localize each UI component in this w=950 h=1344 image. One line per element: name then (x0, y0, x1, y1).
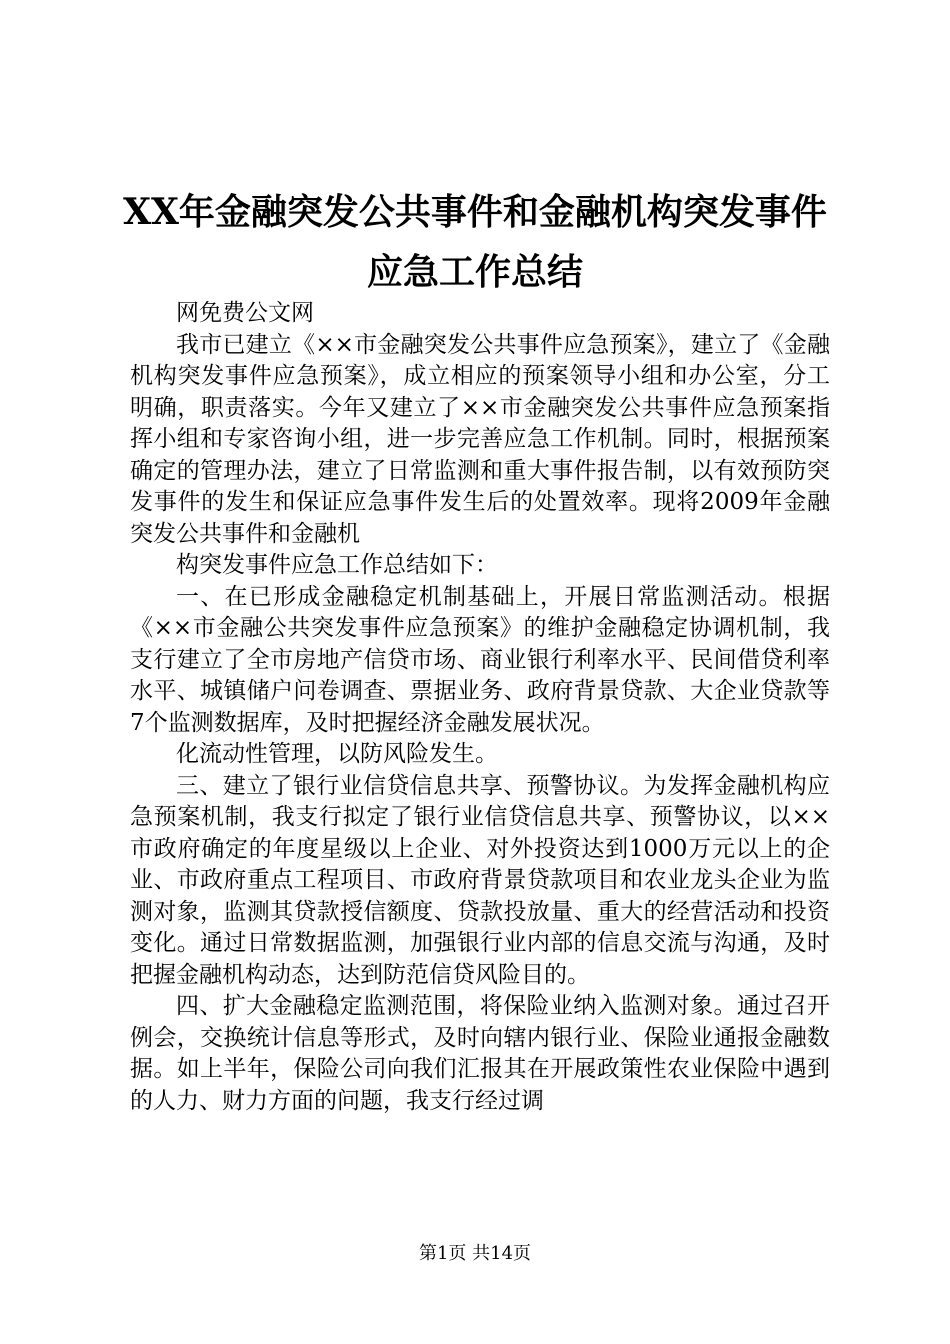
page-number-footer: 第1页 共14页 (418, 1243, 532, 1264)
document-body (130, 298, 830, 1117)
paragraph-section-4: 四、扩大金融稳定监测范围，将保险业纳入监测对象。通过召开例会，交换统计信息等形式，及时向辖内银行业、保险业通报金融数据。如上半年，保险公司向我们汇报其在开展政策性农业保险中遇到的人力、财力方面的问题，我支行经过调 (130, 993, 830, 1114)
paragraph-source: 网免费公文网 (176, 300, 314, 326)
paragraph-section-3: 三、建立了银行业信贷信息共享、预警协议。为发挥金融机构应急预案机制，我支行拟定了银行业信贷信息共享、预警协议，以××市政府确定的年度星级以上企业、对外投资达到1000万元以上的企业、市政府重点工程项目、市政府背景贷款项目和农业龙头企业为监测对象，监测其贷款授信额度、贷款投放量、重大的经营活动和投资变化。通过日常数据监测，加强银行业内部的信息交流与沟通，及时把握金融机构动态，达到防范信贷风险目的。 (130, 772, 830, 988)
document-title-line-1: XX年金融突发公共事件和金融机构突发事件 (123, 191, 827, 233)
paragraph-summary-lead: 构突发事件应急工作总结如下： (176, 552, 498, 578)
document-title-line-2: 应急工作总结 (366, 251, 583, 293)
paragraph-intro: 我市已建立《××市金融突发公共事件应急预案》，建立了《金融机构突发事件应急预案》，成立相应的预案领导小组和办公室，分工明确，职责落实。今年又建立了××市金融突发公共事件应急预案指挥小组和专家咨询小组，进一步完善应急工作机制。同时，根据预案确定的管理办法，建立了日常监测和重大事件报告制，以有效预防突发事件的发生和保证应急事件发生后的处置效率。现将2009年金融突发公共事件和金融机 (130, 331, 830, 547)
paragraph-fragment: 化流动性管理，以防风险发生。 (176, 741, 498, 767)
paragraph-section-1: 一、在已形成金融稳定机制基础上，开展日常监测活动。根据《××市金融公共突发事件应急预案》的维护金融稳定协调机制，我支行建立了全市房地产信贷市场、商业银行利率水平、民间借贷利率水平、城镇储户问卷调查、票据业务、政府背景贷款、大企业贷款等7个监测数据库，及时把握经济金融发展状况。 (130, 583, 830, 736)
